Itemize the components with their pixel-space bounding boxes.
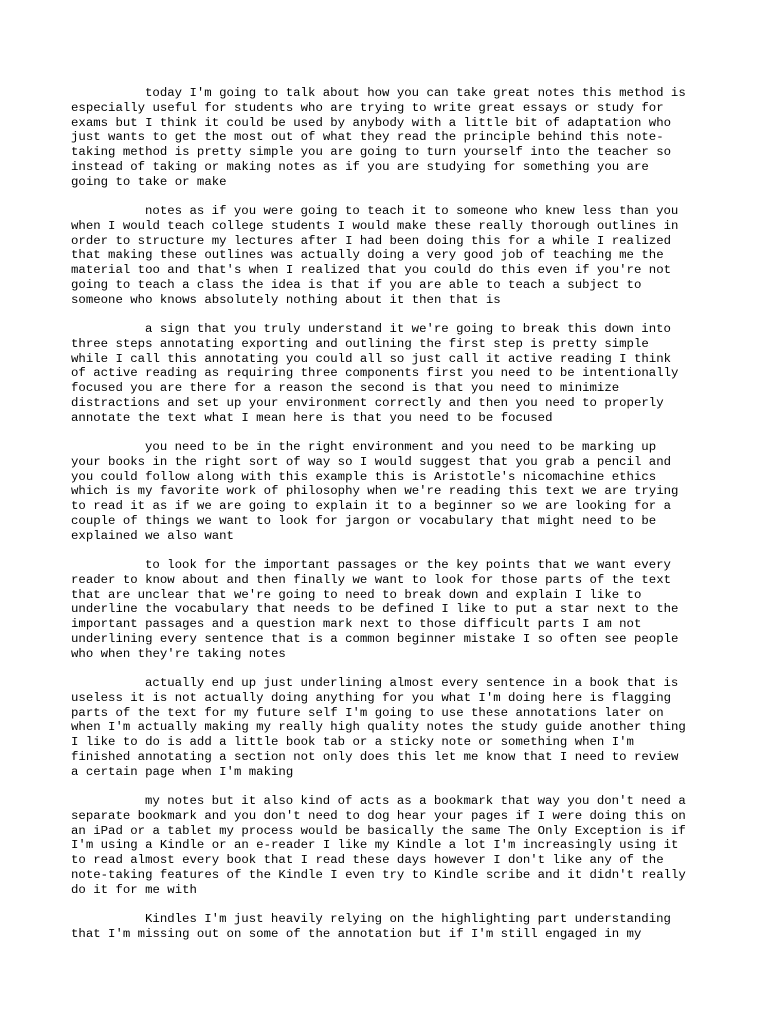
paragraph-6: actually end up just underlining almost every sentence in a book that is useless it is not actually doing anything for you what I'm doing here is flagging parts of the text for my future self I'm going to use these annotations later on when I'm actually making my really high quality notes the study guide another thing I like to do is add a little book tab or a sticky note or something when I'm finished annotating a section not only does this let me know that I need to review a certain page when I'm making xyxy=(71,676,686,779)
paragraph-4: you need to be in the right environment and you need to be marking up your books in the right sort of way so I would suggest that you grab a pencil and you could follow along with this example this is Aristotle's nicomachine ethics which is my favorite work of philosophy when we're reading this text we are trying to read it as if we are going to explain it to a beginner so we are looking for a couple of things we want to look for jargon or vocabulary that might need to be explained we also want xyxy=(71,440,679,543)
paragraph-5: to look for the important passages or the key points that we want every reader to know about and then finally we want to look for those parts of the text that are unclear that we're going to need to break down and explain I like to underline the vocabulary that needs to be defined I like to put a star next to the important passages and a question mark next to those difficult parts I am not underlining every sentence that is a common beginner mistake I so often see people who when they're taking notes xyxy=(71,558,679,661)
paragraph-1: today I'm going to talk about how you can take great notes this method is especially useful for students who are trying to write great essays or study for exams but I think it could be used by anybody with a little bit of adaptation who just wants to get the most out of what they read the principle behind this note- taking method is pretty simple you are going to turn yourself into the teacher so instead of taking or making notes as if you are studying for something you are going to take or make xyxy=(71,86,686,189)
paragraph-3: a sign that you truly understand it we're going to break this down into three steps annotating exporting and outlining the first step is pretty simple while I call this annotating you could all so just call it active reading I think of active reading as requiring three components first you need to be intentionally focused you are there for a reason the second is that you need to minimize distractions and set up your environment correctly and then you need to properly annotate the text what I mean here is that you need to be focused xyxy=(71,322,679,425)
paragraph-2: notes as if you were going to teach it to someone who knew less than you when I would teach college students I would make these really thorough outlines in order to structure my lectures after I had been doing this for a while I realized that making these outlines was actually doing a very good job of teaching me the material too and that's when I realized that you could do this even if you're not going to teach a class the idea is that if you are able to teach a subject to someone who knows absolutely nothing about it then that is xyxy=(71,204,679,307)
paragraph-7: my notes but it also kind of acts as a bookmark that way you don't need a separate bookmark and you don't need to dog hear your pages if I were doing this on an iPad or a tablet my process would be basically the same The Only Exception is if I'm using a Kindle or an e-reader I like my Kindle a lot I'm increasingly using it to read almost every book that I read these days however I don't like any of the note-taking features of the Kindle I even try to Kindle scribe and it didn't really do it for me with xyxy=(71,794,686,897)
paragraph-8: Kindles I'm just heavily relying on the highlighting part understanding that I'm missing out on some of the annotation but if I'm still engaged in my xyxy=(71,912,671,941)
